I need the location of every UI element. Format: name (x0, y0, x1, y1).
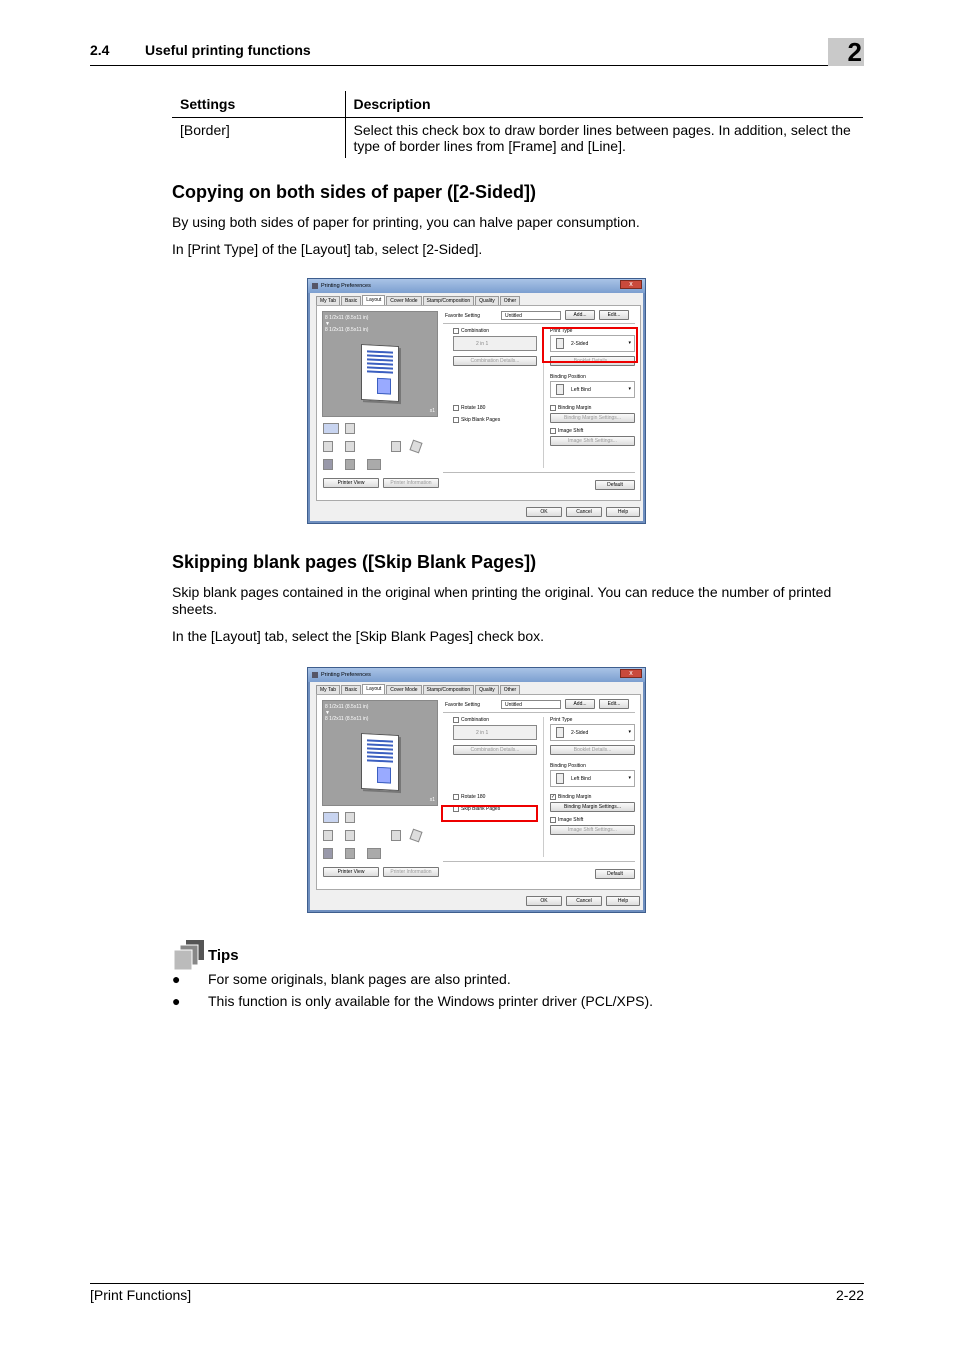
paper-preview-image (361, 344, 399, 402)
tab-quality[interactable]: Quality (475, 685, 499, 694)
users-icon (367, 459, 381, 470)
staple-icon (391, 830, 401, 841)
user-icon (345, 848, 355, 859)
col-settings: Settings (172, 91, 345, 117)
edit-button[interactable]: Edit... (599, 310, 629, 320)
cancel-button[interactable]: Cancel (566, 507, 602, 517)
image-shift-checkbox[interactable] (550, 817, 556, 823)
section-title: Useful printing functions (145, 42, 311, 58)
combination-label: Combination (461, 717, 490, 723)
printing-preferences-dialog-1 (307, 278, 646, 524)
binding-margin-label: Binding Margin (558, 794, 592, 800)
combination-checkbox[interactable] (453, 717, 459, 723)
binding-position-select[interactable] (550, 381, 635, 398)
document-icon (345, 423, 355, 434)
skip-blank-pages-checkbox[interactable] (453, 417, 459, 423)
image-shift-settings-button[interactable]: Image Shift Settings... (550, 825, 635, 835)
printer-icon (312, 672, 318, 678)
favorite-setting-label: Favorite Setting (445, 313, 481, 319)
help-button[interactable]: Help (606, 507, 640, 517)
binding-margin-checkbox[interactable] (550, 405, 556, 411)
ok-button[interactable]: OK (526, 507, 562, 517)
print-type-select[interactable] (550, 724, 635, 741)
settings-table (172, 91, 863, 158)
printer-icon (312, 283, 318, 289)
section1-para2: In [Print Type] of the [Layout] tab, select [2-Sided]. (172, 241, 483, 257)
rotate-180-checkbox[interactable] (453, 405, 459, 411)
binding-position-label: Binding Position (550, 374, 586, 380)
favorite-setting-select[interactable]: Untitled (501, 700, 561, 709)
preview-paper-size: 8 1/2x11 (8.5x11 in) (325, 327, 369, 333)
rotate-180-label: Rotate 180 (461, 405, 486, 411)
binding-position-value: Left Bind (571, 776, 591, 782)
tab-layout[interactable]: Layout (362, 295, 385, 305)
add-button[interactable]: Add... (565, 310, 595, 320)
chapter-badge: 2 (828, 38, 864, 66)
printer-status-icon (323, 423, 339, 434)
tab-bar (316, 296, 521, 305)
cancel-button[interactable]: Cancel (566, 896, 602, 906)
section2-para1: Skip blank pages contained in the original when printing the original. You can reduce the number of printed sheets. (172, 584, 832, 617)
chevron-down-icon: ▾ (628, 775, 631, 781)
document-icon (345, 812, 355, 823)
binding-position-select[interactable] (550, 770, 635, 787)
combination-details-button[interactable]: Combination Details... (453, 356, 537, 366)
dialog-titlebar (308, 668, 645, 682)
dialog-title: Printing Preferences (321, 672, 371, 678)
user-icon (345, 459, 355, 470)
printer-view-button[interactable]: Printer View (323, 478, 379, 488)
bullet: ● (172, 993, 181, 1009)
staple-icon (391, 441, 401, 452)
booklet-details-button[interactable]: Booklet Details... (550, 356, 635, 366)
help-button[interactable]: Help (606, 896, 640, 906)
close-button[interactable]: x (620, 669, 642, 678)
tab-layout[interactable]: Layout (362, 684, 385, 694)
output-icon (323, 459, 333, 470)
tab-cover-mode[interactable]: Cover Mode (386, 296, 421, 305)
tab-bar (316, 685, 521, 694)
print-type-value: 2-Sided (571, 730, 589, 736)
tab-stamp-composition[interactable]: Stamp/Composition (423, 685, 475, 694)
add-button[interactable]: Add... (565, 699, 595, 709)
finisher-icon (409, 440, 422, 454)
tray-icon (323, 830, 333, 841)
preview-pane (322, 700, 438, 806)
combination-details-button[interactable]: Combination Details... (453, 745, 537, 755)
preview-arrow: ▼ (325, 710, 330, 716)
preview-paper-size: 8 1/2x11 (8.5x11 in) (325, 716, 369, 722)
tab-basic[interactable]: Basic (341, 296, 361, 305)
tips-title: Tips (208, 947, 239, 964)
tip-text: For some originals, blank pages are also printed. (208, 971, 511, 987)
binding-margin-settings-button[interactable]: Binding Margin Settings... (550, 413, 635, 423)
table-row (172, 117, 863, 158)
rotate-180-checkbox[interactable] (453, 794, 459, 800)
combination-checkbox[interactable] (453, 328, 459, 334)
default-button[interactable]: Default (595, 480, 635, 490)
binding-icon (556, 384, 564, 395)
page-header (90, 37, 864, 67)
tab-quality[interactable]: Quality (475, 296, 499, 305)
tab-other[interactable]: Other (500, 685, 521, 694)
section2-para2: In the [Layout] tab, select the [Skip Blank Pages] check box. (172, 628, 544, 644)
page-count: x1 (429, 797, 435, 803)
paper-preview-image (361, 733, 399, 791)
setting-cell: [Border] (172, 117, 345, 158)
tab-cover-mode[interactable]: Cover Mode (386, 685, 421, 694)
col-description: Description (345, 91, 863, 117)
print-type-icon (556, 727, 564, 738)
page-number: 2-22 (835, 1287, 864, 1303)
image-shift-checkbox[interactable] (550, 428, 556, 434)
section1-heading: Copying on both sides of paper ([2-Sided]) (172, 182, 536, 202)
combination-select[interactable]: 2 in 1 (453, 336, 537, 351)
printer-information-button[interactable]: Printer Information (383, 867, 439, 877)
booklet-details-button[interactable]: Booklet Details... (550, 745, 635, 755)
binding-margin-settings-button[interactable]: Binding Margin Settings... (550, 802, 635, 812)
tab-stamp-composition[interactable]: Stamp/Composition (423, 296, 475, 305)
favorite-setting-select[interactable]: Untitled (501, 311, 561, 320)
combination-select[interactable]: 2 in 1 (453, 725, 537, 740)
skip-blank-pages-label: Skip Blank Pages (461, 417, 501, 423)
section1-para1: By using both sides of paper for printing, you can halve paper consumption. (172, 214, 640, 230)
binding-position-value: Left Bind (571, 387, 591, 393)
users-icon (367, 848, 381, 859)
description-cell: Select this check box to draw border lines between pages. In addition, select the type of border lines from [Frame] and [Line]. (353, 121, 851, 154)
section-number: 2.4 (90, 42, 110, 58)
binding-icon (556, 773, 564, 784)
paper-icon (345, 830, 355, 841)
paper-icon (345, 441, 355, 452)
printer-information-button[interactable]: Printer Information (383, 478, 439, 488)
favorite-setting-label: Favorite Setting (445, 702, 481, 708)
page-footer (90, 1283, 864, 1303)
edit-button[interactable]: Edit... (599, 699, 629, 709)
printer-status-icon (323, 812, 339, 823)
binding-position-label: Binding Position (550, 763, 586, 769)
tray-icon (323, 441, 333, 452)
skip-blank-pages-label: Skip Blank Pages (461, 806, 501, 812)
section2-heading: Skipping blank pages ([Skip Blank Pages]) (172, 552, 537, 572)
print-type-label: Print Type (550, 717, 573, 723)
binding-margin-label: Binding Margin (558, 405, 592, 411)
finisher-icon (409, 829, 422, 843)
preview-pane (322, 311, 438, 417)
print-type-highlight (542, 327, 638, 363)
tip-text: This function is only available for the Windows printer driver (PCL/XPS). (208, 993, 654, 1009)
dialog-titlebar (308, 279, 645, 293)
bullet: ● (172, 971, 181, 987)
chevron-down-icon: ▾ (628, 386, 631, 392)
footer-chapter: [Print Functions] (90, 1287, 192, 1303)
chevron-down-icon: ▾ (628, 340, 631, 346)
tab-my-tab[interactable]: My Tab (316, 685, 340, 694)
image-shift-label: Image Shift (558, 817, 584, 823)
dialog-title: Printing Preferences (321, 283, 371, 289)
page-count: x1 (429, 408, 435, 414)
combination-label: Combination (461, 328, 490, 334)
binding-margin-checkbox[interactable]: ✓ (551, 794, 556, 800)
close-button[interactable]: x (620, 280, 642, 289)
print-type-label: Print Type (550, 328, 573, 334)
chevron-down-icon: ▾ (628, 729, 631, 735)
preview-original-size: 8 1/2x11 (8.5x11 in) (325, 704, 369, 710)
tab-my-tab[interactable]: My Tab (316, 296, 340, 305)
preview-original-size: 8 1/2x11 (8.5x11 in) (325, 315, 369, 321)
printer-view-button[interactable]: Printer View (323, 867, 379, 877)
image-shift-settings-button[interactable]: Image Shift Settings... (550, 436, 635, 446)
skip-blank-pages-highlight (441, 805, 538, 822)
tab-other[interactable]: Other (500, 296, 521, 305)
rotate-180-label: Rotate 180 (461, 794, 486, 800)
preview-arrow: ▼ (325, 321, 330, 327)
tips-icon (174, 940, 206, 970)
image-shift-label: Image Shift (558, 428, 584, 434)
ok-button[interactable]: OK (526, 896, 562, 906)
default-button[interactable]: Default (595, 869, 635, 879)
tab-basic[interactable]: Basic (341, 685, 361, 694)
output-icon (323, 848, 333, 859)
print-type-value: 2-Sided (571, 341, 589, 347)
printing-preferences-dialog-2 (307, 667, 646, 913)
